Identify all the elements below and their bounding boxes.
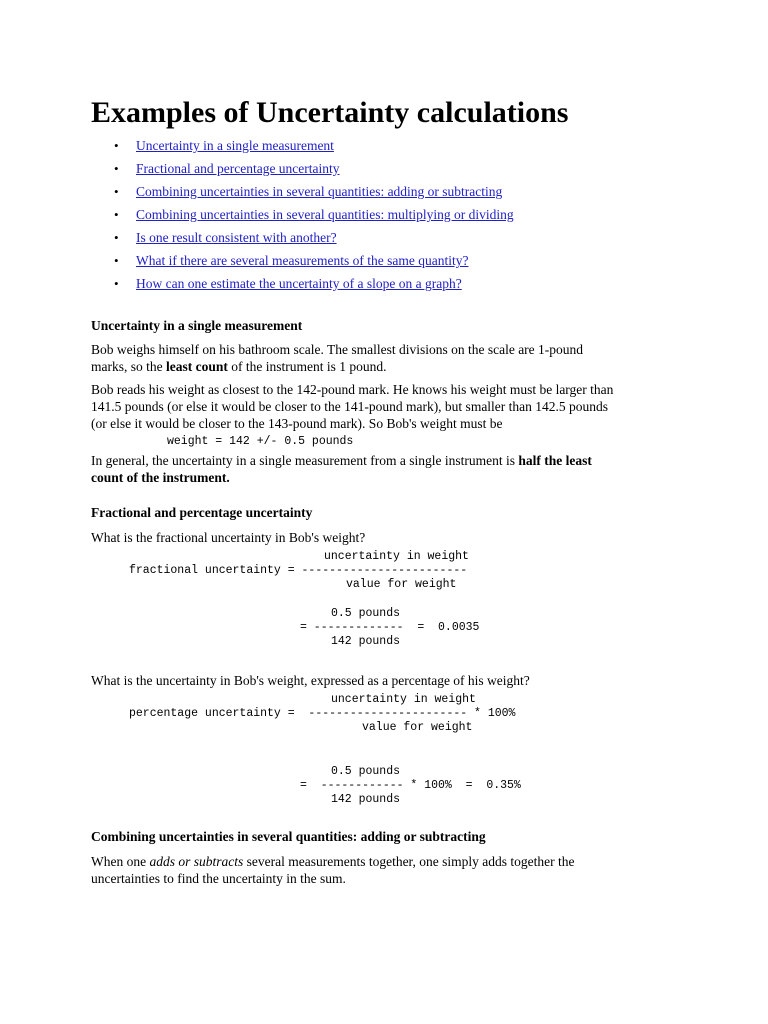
code-percentage-numerator: 0.5 pounds — [331, 765, 401, 778]
code-fraction-numerator: 0.5 pounds — [331, 607, 401, 620]
toc-link-slope-uncertainty[interactable]: How can one estimate the uncertainty of a slope on a graph? — [136, 276, 462, 291]
code-percentage-denominator: value for weight — [362, 721, 473, 734]
code-percentage-numerator: uncertainty in weight — [331, 693, 476, 706]
bullet-icon: • — [114, 138, 119, 153]
bold-text: half the least — [518, 453, 592, 468]
bold-term-least-count: least count — [166, 359, 228, 374]
bullet-icon: • — [114, 207, 119, 222]
section-heading-fractional-percentage: Fractional and percentage uncertainty — [91, 505, 313, 520]
text-span: marks, so the — [91, 359, 166, 374]
code-fraction-denominator: value for weight — [346, 578, 457, 591]
paragraph-line — [91, 358, 387, 375]
paragraph-line — [91, 469, 230, 486]
toc-link-several-measurements[interactable]: What if there are several measurements of the same quantity? — [136, 253, 469, 268]
code-percentage-equation: percentage uncertainty = ----------------------- * 100% — [129, 707, 516, 720]
paragraph-line: 141.5 pounds (or else it would be closer to the 141-pound mark), but smaller than 142.5 pounds — [91, 399, 609, 414]
paragraph-line: Bob reads his weight as closest to the 142-pound mark. He knows his weight must be larger than — [91, 382, 614, 397]
text-span: of the instrument is 1 pound. — [227, 359, 387, 374]
paragraph-line: What is the fractional uncertainty in Bob's weight? — [91, 530, 366, 545]
bullet-icon: • — [114, 161, 119, 176]
toc-link-fractional-percentage[interactable]: Fractional and percentage uncertainty — [136, 161, 340, 176]
page-title: Examples of Uncertainty calculations — [91, 96, 569, 129]
code-fraction-equation: fractional uncertainty = ------------------------ — [129, 564, 468, 577]
bullet-icon: • — [114, 253, 119, 268]
bullet-icon: • — [114, 276, 119, 291]
paragraph-line: Bob weighs himself on his bathroom scale. The smallest divisions on the scale are 1-pound — [91, 342, 584, 357]
toc-link-consistency[interactable]: Is one result consistent with another? — [136, 230, 337, 245]
text-span: several measurements together, one simply adds together the — [243, 854, 575, 869]
paragraph-line: uncertainties to find the uncertainty in the sum. — [91, 871, 346, 886]
italic-text: adds or subtracts — [149, 854, 244, 869]
toc-link-adding-subtracting[interactable]: Combining uncertainties in several quantities: adding or subtracting — [136, 184, 503, 199]
code-fraction-result: = ------------- = 0.0035 — [300, 621, 480, 634]
bold-text: count of the instrument. — [91, 470, 230, 485]
text-span: In general, the uncertainty in a single measurement from a single instrument is — [91, 453, 519, 468]
paragraph-line — [91, 853, 574, 870]
bullet-icon: • — [114, 230, 119, 245]
code-percentage-result: = ------------ * 100% = 0.35% — [300, 779, 521, 792]
code-weight-equation: weight = 142 +/- 0.5 pounds — [167, 435, 354, 448]
paragraph-line — [91, 452, 592, 469]
code-fraction-numerator: uncertainty in weight — [324, 550, 469, 563]
toc-link-single-measurement[interactable]: Uncertainty in a single measurement — [136, 138, 334, 153]
code-percentage-denominator: 142 pounds — [331, 793, 401, 806]
code-fraction-denominator: 142 pounds — [331, 635, 401, 648]
section-heading-adding-subtracting: Combining uncertainties in several quantities: adding or subtracting — [91, 829, 486, 844]
section-heading-single-measurement: Uncertainty in a single measurement — [91, 318, 303, 333]
paragraph-line: What is the uncertainty in Bob's weight, expressed as a percentage of his weight? — [91, 673, 530, 688]
toc-link-multiplying-dividing[interactable]: Combining uncertainties in several quantities: multiplying or dividing — [136, 207, 514, 222]
paragraph-line: (or else it would be closer to the 143-pound mark). So Bob's weight must be — [91, 416, 503, 431]
text-span: When one — [91, 854, 150, 869]
bullet-icon: • — [114, 184, 119, 199]
